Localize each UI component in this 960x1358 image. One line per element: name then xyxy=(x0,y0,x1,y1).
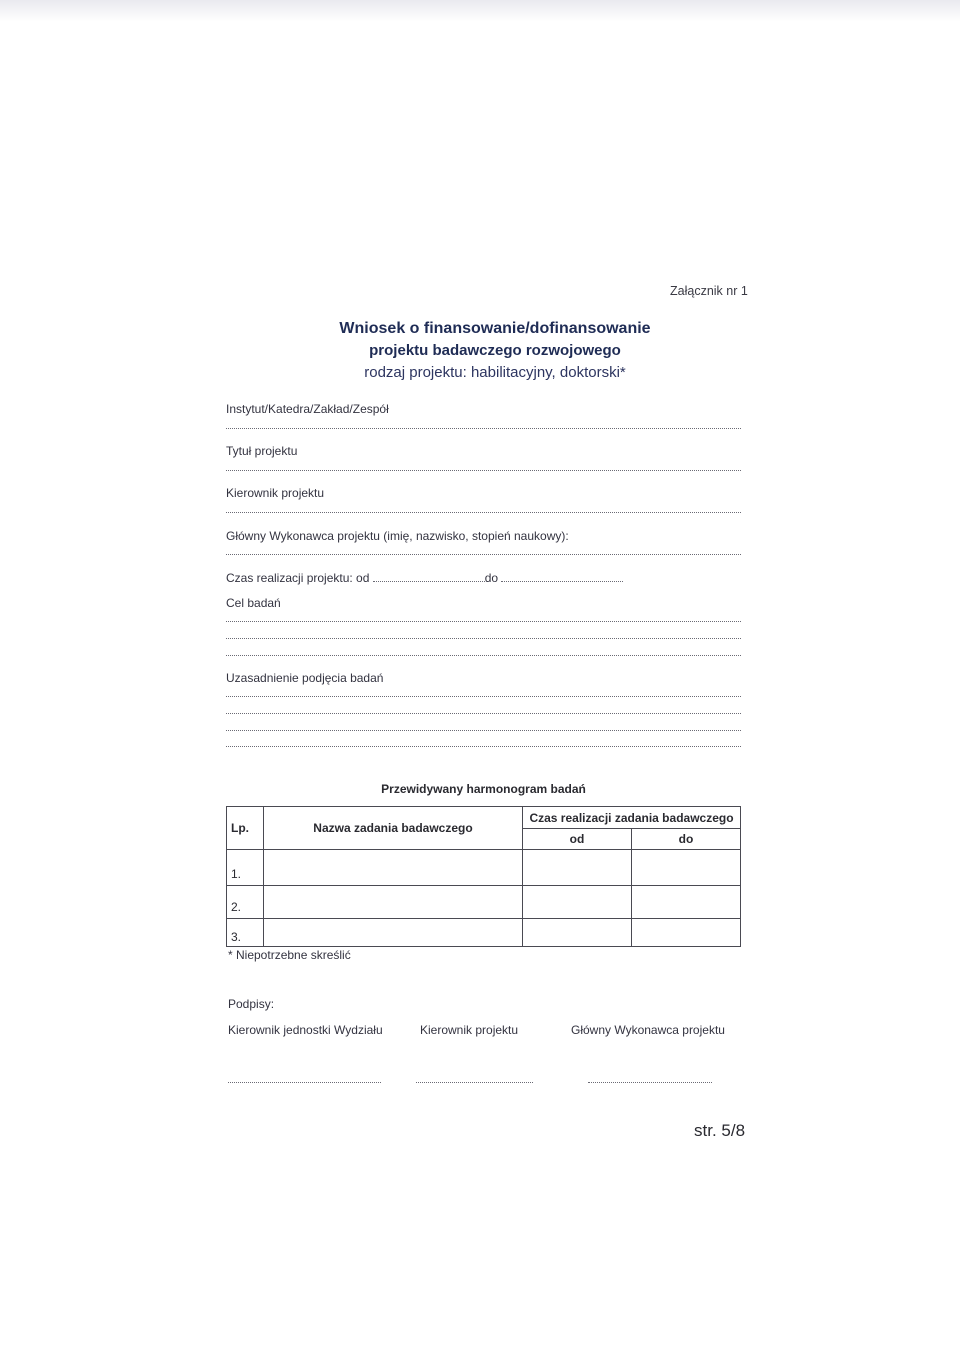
task-from-cell[interactable] xyxy=(523,850,632,886)
col-header-task-name: Nazwa zadania badawczego xyxy=(264,807,523,850)
annex-label: Załącznik nr 1 xyxy=(670,284,748,298)
col-header-to: do xyxy=(632,829,741,850)
task-to-cell[interactable] xyxy=(632,886,741,919)
task-name-cell[interactable] xyxy=(264,886,523,919)
justification-line-4[interactable] xyxy=(226,746,741,747)
scan-edge-artifact xyxy=(0,0,960,22)
col-header-lp: Lp. xyxy=(227,807,264,850)
justification-label: Uzasadnienie podjęcia badań xyxy=(226,671,384,685)
project-manager-label: Kierownik projektu xyxy=(226,486,325,500)
signature-main-contractor-label: Główny Wykonawca projektu xyxy=(571,1023,725,1037)
form-title: Wniosek o finansowanie/dofinansowanie xyxy=(339,320,651,337)
justification-line-3[interactable] xyxy=(226,730,741,731)
justification-line-2[interactable] xyxy=(226,713,741,714)
research-goal-line-2[interactable] xyxy=(226,638,741,639)
signature-project-manager-line[interactable] xyxy=(416,1082,533,1083)
signature-project-manager-label: Kierownik projektu xyxy=(420,1023,519,1037)
duration-to-field[interactable] xyxy=(501,580,623,582)
task-to-cell[interactable] xyxy=(632,850,741,886)
form-subtitle: projektu badawczego rozwojowego xyxy=(369,342,621,359)
task-name-cell[interactable] xyxy=(264,850,523,886)
table-row xyxy=(227,850,741,886)
signature-main-contractor-line[interactable] xyxy=(588,1082,712,1083)
project-title-field-line[interactable] xyxy=(226,470,741,471)
col-header-time: Czas realizacji zadania badawczego xyxy=(523,807,741,829)
research-goal-line-3[interactable] xyxy=(226,655,741,656)
task-from-cell[interactable] xyxy=(523,886,632,919)
project-manager-field-line[interactable] xyxy=(226,512,741,513)
task-to-cell[interactable] xyxy=(632,919,741,947)
institute-label: Instytut/Katedra/Zakład/Zespół xyxy=(226,402,389,416)
research-goal-line-1[interactable] xyxy=(226,621,741,622)
table-row xyxy=(227,886,741,919)
duration-from-field[interactable] xyxy=(373,580,485,582)
duration-to-label: do xyxy=(484,571,499,585)
justification-line-1[interactable] xyxy=(226,696,741,697)
project-type-line: rodzaj projektu: habilitacyjny, doktorski* xyxy=(364,364,626,381)
row-number: 3. xyxy=(227,919,264,947)
task-name-cell[interactable] xyxy=(264,919,523,947)
project-title-label: Tytuł projektu xyxy=(226,444,298,458)
page-number: str. 5/8 xyxy=(694,1121,746,1140)
main-contractor-label: Główny Wykonawca projektu (imię, nazwisko, stopień naukowy): xyxy=(226,529,569,543)
schedule-table xyxy=(226,806,741,947)
row-number: 1. xyxy=(227,850,264,886)
col-header-from: od xyxy=(523,829,632,850)
row-number: 2. xyxy=(227,886,264,919)
duration-label: Czas realizacji projektu: od xyxy=(226,571,370,585)
institute-field-line[interactable] xyxy=(226,428,741,429)
main-contractor-field-line[interactable] xyxy=(226,554,741,555)
research-goal-label: Cel badań xyxy=(226,596,281,610)
duration-row xyxy=(226,571,623,585)
task-from-cell[interactable] xyxy=(523,919,632,947)
schedule-title: Przewidywany harmonogram badań xyxy=(381,782,586,796)
table-row xyxy=(227,919,741,947)
signatures-heading: Podpisy: xyxy=(228,997,275,1011)
signature-unit-head-line[interactable] xyxy=(228,1082,381,1083)
signature-unit-head-label: Kierownik jednostki Wydziału xyxy=(228,1023,383,1037)
footnote: * Niepotrzebne skreślić xyxy=(228,948,351,962)
